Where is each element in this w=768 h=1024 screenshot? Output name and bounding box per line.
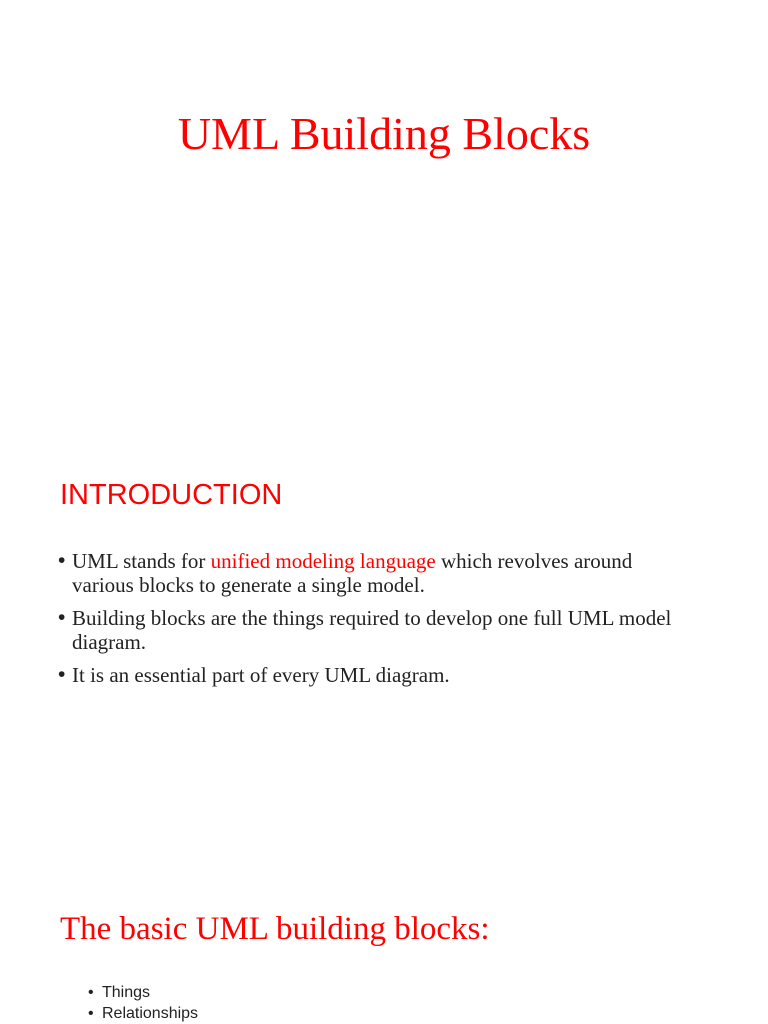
bullet-icon: •	[88, 984, 94, 1001]
bullet-icon: •	[88, 1005, 94, 1022]
list-item-text: Relationships	[102, 1005, 199, 1022]
slide-basic-blocks	[0, 894, 768, 1024]
slide-title-text: UML Building Blocks	[177, 108, 591, 159]
list-item	[88, 982, 198, 1003]
list-item	[58, 663, 698, 687]
list-item-text: Things	[102, 984, 151, 1001]
basic-blocks-list	[88, 982, 198, 1024]
bullet-text: Building blocks are the things required to develop one full UML model diagram.	[72, 606, 672, 654]
bullet-text: It is an essential part of every UML diagram.	[72, 663, 450, 687]
list-item	[58, 606, 698, 654]
bullet-icon: •	[58, 606, 66, 629]
introduction-heading: INTRODUCTION	[60, 479, 283, 511]
slide-title	[0, 0, 768, 440]
bullet-text-highlight: unified modeling language	[210, 549, 436, 573]
introduction-bullet-list	[58, 549, 698, 696]
bullet-icon: •	[58, 549, 66, 572]
list-item	[88, 1003, 198, 1024]
slide-introduction	[0, 448, 768, 888]
bullet-icon: •	[58, 663, 66, 686]
bullet-text-after: which revolves around various blocks to generate a single model.	[72, 549, 633, 597]
basic-blocks-heading: The basic UML building blocks:	[60, 911, 490, 947]
bullet-text-before: UML stands for	[72, 549, 211, 573]
list-item	[58, 549, 698, 597]
